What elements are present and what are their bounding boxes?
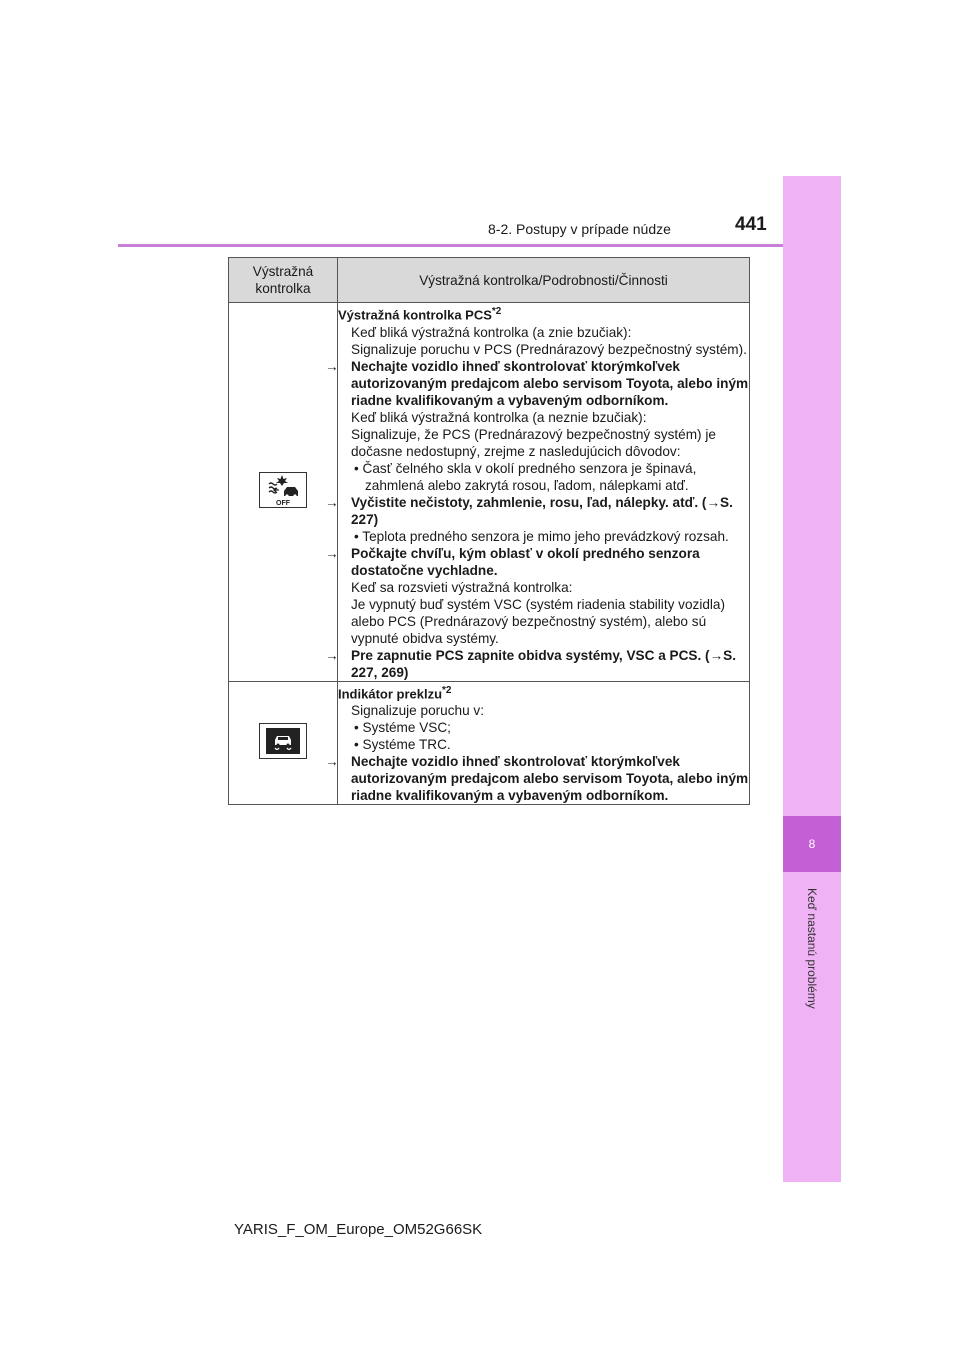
page-number: 441 <box>735 214 767 235</box>
arrow-icon: → <box>325 358 339 374</box>
column-header-details: Výstražná kontrolka/Podrobnosti/Činnosti <box>338 258 750 303</box>
details-cell <box>325 303 750 682</box>
condition-line: Keď bliká výstražná kontrolka (a neznie bzučiak): <box>351 409 647 425</box>
arrow-icon: → <box>325 494 339 510</box>
description-line: Signalizuje, že PCS (Prednárazový bezpečnostný systém) je dočasne nedostupný, zrejme z nasledujúcich dôvodov: <box>351 426 716 459</box>
icon-cell <box>229 681 338 805</box>
footnote-mark: *2 <box>442 684 452 696</box>
document-code: YARIS_F_OM_Europe_OM52G66SK <box>234 1221 483 1238</box>
header-divider <box>118 244 783 247</box>
action-line: → Počkajte chvíľu, kým oblasť v okolí predného senzora dostatočne vychladne. <box>325 545 700 578</box>
description-line: Signalizuje poruchu v PCS (Prednárazový bezpečnostný systém). <box>351 341 747 357</box>
row-title: Výstražná kontrolka PCS <box>338 307 492 323</box>
pcs-off-icon <box>259 472 307 508</box>
action-line: → Nechajte vozidlo ihneď skontrolovať ktorýmkoľvek autorizovaným predajcom alebo servisom Toyota, alebo iným riadne kvalifikovaným a vybaveným odborníkom. <box>325 358 749 408</box>
bullet-item: • Systéme TRC. <box>354 737 451 753</box>
chapter-side-tab <box>783 176 841 1182</box>
action-line: → Nechajte vozidlo ihneď skontrolovať ktorýmkoľvek autorizovaným predajcom alebo servisom Toyota, alebo iným riadne kvalifikovaným a vybaveným odborníkom. <box>325 754 749 804</box>
bullet-item: • Teplota predného senzora je mimo jeho prevádzkový rozsah. <box>354 528 729 544</box>
table-row <box>229 681 750 805</box>
row-title: Indikátor preklzu <box>338 686 443 702</box>
arrow-icon: → <box>325 647 339 663</box>
bullet-item: • Časť čelného skla v okolí predného senzora je špinavá, zahmlená alebo zakrytá rosou, ľadom, nálepkami atď. <box>354 460 697 493</box>
action-line: → Vyčistite nečistoty, zahmlenie, rosu, ľad, nálepky. atď. (→S. 227) <box>325 494 733 527</box>
footnote-mark: *2 <box>491 306 502 317</box>
bullet-item: • Systéme VSC; <box>354 720 451 736</box>
arrow-icon: → <box>325 545 339 561</box>
bullet-icon: • <box>354 460 359 476</box>
description-line: Je vypnutý buď systém VSC (systém riadenia stability vozidla) alebo PCS (Prednárazový bezpečnostný systém), alebo sú vypnuté obidva systémy. <box>351 596 726 646</box>
slip-indicator-icon <box>259 723 307 759</box>
bullet-icon: • <box>354 528 359 544</box>
icon-cell <box>229 303 338 682</box>
arrow-icon: → <box>325 754 339 770</box>
condition-line: Keď bliká výstražná kontrolka (a znie bzučiak): <box>351 324 632 340</box>
warning-lights-table <box>228 257 750 805</box>
section-title: 8-2. Postupy v prípade núdze <box>488 221 671 237</box>
condition-line: Keď sa rozsvieti výstražná kontrolka: <box>351 579 573 595</box>
off-label: OFF <box>276 499 290 507</box>
description-line: Signalizuje poruchu v: <box>351 703 484 719</box>
bullet-icon: • <box>354 737 359 753</box>
column-header-light: Výstražná kontrolka <box>229 258 338 303</box>
bullet-icon: • <box>354 720 359 736</box>
chapter-title: Keď nastanú problémy <box>805 888 819 1009</box>
details-cell <box>325 681 750 805</box>
table-row <box>229 303 750 682</box>
action-line: → Pre zapnutie PCS zapnite obidva systémy, VSC a PCS. (→S. 227, 269) <box>325 647 737 680</box>
chapter-number: 8 <box>808 837 816 851</box>
